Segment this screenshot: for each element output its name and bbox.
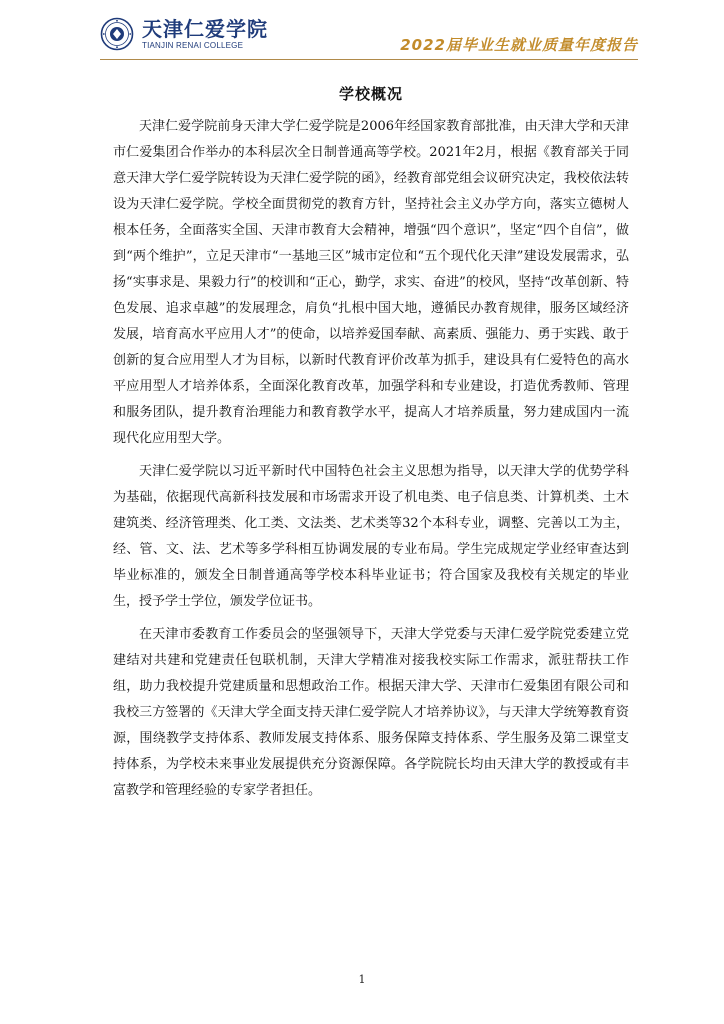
paragraph-governance: 在天津市委教育工作委员会的坚强领导下，天津大学党委与天津仁爱学院党委建立党建结对共建和党建责任包联机制，天津大学精准对接我校实际工作需求，派驻帮扶工作组，助力我校提升党建质量和思想政治工作。根据天津大学、天津市仁爱集团有限公司和我校三方签署的《天津大学全面支持天津仁爱学院人才培养协议》，与天津大学统筹教育资源，围绕教学支持体系、教师发展支持体系、服务保障支持体系、学生服务及第二课堂支持体系，为学校未来事业发展提供充分资源保障。各学院院长均由天津大学的教授或有丰富教学和管理经验的专家学者担任。 <box>113 627 629 798</box>
report-title: 2022届毕业生就业质量年度报告 <box>400 36 638 54</box>
paragraph-overview: 天津仁爱学院前身天津大学仁爱学院是2006年经国家教育部批准，由天津大学和天津市仁爱集团合作举办的本科层次全日制普通高等学校。2021年2月，根据《教育部关于同意天津大学仁爱学院转设为天津仁爱学院的函》，经教育部党组会议研究决定，我校依法转设为天津仁爱学院。学校全面贯彻党的教育方针，坚持社会主义办学方向，落实立德树人根本任务，全面落实全国、天津市教育大会精神，增强“四个意识”，坚定“四个自信”，做到“两个维护”，立足天津市“一基地三区”城市定位和“五个现代化天津”建设发展需求，弘扬“实事求是、果毅力行”的校训和“正心，勤学，求实、奋进”的校风，坚持“改革创新、特色发展、追求卓越”的发展理念，肩负“扎根中国大地，遵循民办教育规律，服务区域经济发展，培育高水平应用人才”的使命，以培养爱国奉献、高素质、强能力、勇于实践、敢于创新的复合应用型人才为目标，以新时代教育评价改革为抓手，建设具有仁爱特色的高水平应用型人才培养体系，全面深化教育改革，加强学科和专业建设，打造优秀教师、管理和服务团队，提升教育治理能力和教育教学水平，提高人才培养质量，努力建成国内一流现代化应用型大学。 <box>113 119 629 446</box>
college-seal-icon <box>100 17 134 51</box>
college-logo <box>100 15 268 53</box>
section-title: 学校概况 <box>338 85 403 103</box>
logo-english-name: TIANJIN RENAI COLLEGE <box>142 40 244 50</box>
paragraph-disciplines: 天津仁爱学院以习近平新时代中国特色社会主义思想为指导，以天津大学的优势学科为基础，依据现代高新科技发展和市场需求开设了机电类、电子信息类、计算机类、土木建筑类、经济管理类、化工类、文法类、艺术类等32个本科专业，调整、完善以工为主，经、管、文、法、艺术等多学科相互协调发展的专业布局。学生完成规定学业经审查达到毕业标准的，颁发全日制普通高等学校本科毕业证书；符合国家及我校有关规定的毕业生，授予学士学位，颁发学位证书。 <box>113 464 629 609</box>
logo-chinese-name: 天津仁爱学院 <box>142 16 268 41</box>
header-divider <box>100 59 638 60</box>
page-header <box>0 0 724 62</box>
page-number: 1 <box>358 973 366 986</box>
main-content <box>113 84 629 804</box>
